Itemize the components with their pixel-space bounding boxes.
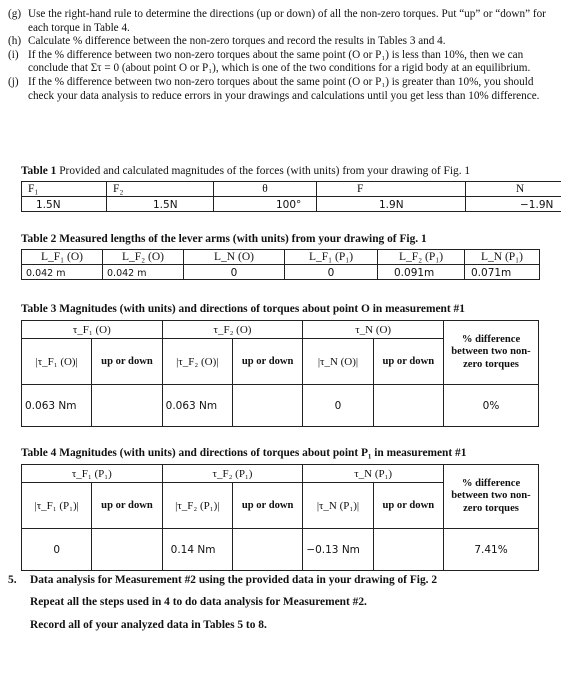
table2: [21, 249, 540, 280]
table1-caption: [21, 165, 470, 177]
table1-cell-f2[interactable]: 1.5N: [107, 197, 214, 212]
table1-header-n: N: [466, 182, 561, 197]
table4-group-f2: τ_F₂ (P₁): [162, 465, 303, 483]
table4-dir-f1: up or down: [92, 483, 162, 529]
table3: [21, 320, 539, 427]
step-letter: (g): [8, 8, 22, 20]
section-title: Data analysis for Measurement #2 using the provided data in your drawing of Fig. 2: [30, 574, 438, 586]
table3-caption: [21, 303, 465, 315]
table3-cell-pct[interactable]: 0%: [444, 385, 539, 427]
section-5-heading: [8, 574, 553, 586]
table1-header-theta: θ: [214, 182, 317, 197]
section-number: 5.: [8, 574, 17, 586]
table2-cell-lf2-p1[interactable]: 0.091m: [378, 265, 465, 280]
table2-header-lf2-o: L_F₂ (O): [103, 250, 184, 265]
table1-cell-f1[interactable]: 1.5N: [22, 197, 107, 212]
table2-cell-ln-o[interactable]: 0: [184, 265, 285, 280]
table4-cell-n[interactable]: −0.13 Nm: [303, 529, 373, 571]
table4-cell-f2[interactable]: 0.14 Nm: [162, 529, 232, 571]
table2-cell-lf1-o[interactable]: 0.042 m: [22, 265, 103, 280]
table4-pct-header: % difference between two non-zero torques: [444, 465, 539, 529]
table4-mag-n: |τ_N (P₁)|: [303, 483, 373, 529]
table4-label: Table 4: [21, 447, 57, 459]
table2-header-ln-o: L_N (O): [184, 250, 285, 265]
table2-header-ln-p1: L_N (P₁): [465, 250, 540, 265]
step-g: [8, 8, 553, 35]
table3-dir-n: up or down: [373, 339, 443, 385]
table2-header-lf2-p1: L_F₂ (P₁): [378, 250, 465, 265]
table4-mag-f1: |τ_F₁ (P₁)|: [22, 483, 92, 529]
table4-cell-pct[interactable]: 7.41%: [444, 529, 539, 571]
table3-label: Table 3: [21, 303, 57, 315]
table2-cell-lf2-o[interactable]: 0.042 m: [103, 265, 184, 280]
table2-caption-text: Measured lengths of the lever arms (with units) from your drawing of Fig. 1: [59, 233, 427, 245]
section-5-line-2: Repeat all the steps used in 4 to do data analysis for Measurement #2.: [30, 596, 367, 608]
step-j: [8, 76, 553, 103]
table4-caption-text: Magnitudes (with units) and directions of torques about point P₁ in measurement #1: [59, 447, 467, 459]
table3-group-f2: τ_F₂ (O): [162, 321, 303, 339]
table2-caption: [21, 233, 427, 245]
table3-cell-f2[interactable]: 0.063 Nm: [162, 385, 232, 427]
table2-header-lf1-p1: L_F₁ (P₁): [285, 250, 378, 265]
table2-label: Table 2: [21, 233, 57, 245]
table1-cell-f[interactable]: 1.9N: [317, 197, 466, 212]
table3-mag-f2: |τ_F₂ (O)|: [162, 339, 232, 385]
table3-mag-n: |τ_N (O)|: [303, 339, 373, 385]
table4-cell-f1[interactable]: 0: [22, 529, 92, 571]
step-letter: (i): [8, 48, 19, 61]
instruction-steps: [8, 8, 553, 103]
table1-caption-text: Provided and calculated magnitudes of the forces (with units) from your drawing of Fig. 1: [59, 165, 471, 177]
table4: [21, 464, 539, 571]
table4-dir-n: up or down: [373, 483, 443, 529]
table4-caption: [21, 447, 466, 459]
step-text: Calculate % difference between the non-zero torques and record the results in Tables 3 and 4.: [28, 35, 446, 48]
table1-header-f2: F₂: [107, 182, 214, 197]
table1-header-f: F: [317, 182, 466, 197]
table3-dir-f1: up or down: [92, 339, 162, 385]
table3-cell-n[interactable]: 0: [303, 385, 373, 427]
step-letter: (j): [8, 75, 19, 88]
table3-pct-header: % difference between two non-zero torques: [444, 321, 539, 385]
table2-header-lf1-o: L_F₁ (O): [22, 250, 103, 265]
table2-cell-ln-p1[interactable]: 0.071m: [465, 265, 540, 280]
table4-cell-dir-f2[interactable]: [232, 529, 302, 571]
table3-cell-dir-f1[interactable]: [92, 385, 162, 427]
step-h: [8, 35, 553, 49]
table3-cell-dir-f2[interactable]: [232, 385, 302, 427]
table4-mag-f2: |τ_F₂ (P₁)|: [162, 483, 232, 529]
table3-dir-f2: up or down: [232, 339, 302, 385]
table4-cell-dir-n[interactable]: [373, 529, 443, 571]
section-5: [8, 574, 553, 642]
table1-cell-theta[interactable]: 100°: [214, 197, 317, 212]
table1-label: Table 1: [21, 165, 57, 177]
table3-group-n: τ_N (O): [303, 321, 444, 339]
step-text: Use the right-hand rule to determine the directions (up or down) of all the non-zero torques. Put “up” or “down” for each torque in Table 4.: [28, 8, 546, 34]
table1-header-f1: F₁: [22, 182, 107, 197]
table3-caption-text: Magnitudes (with units) and directions of torques about point O in measurement #1: [59, 303, 465, 315]
step-text: If the % difference between two non-zero torques about the same point (O or P₁) is less than 10%, then we can conclude that Στ = 0 (about point O or P₁), which is one of the two conditions for a rigid body at an equilibrium.: [28, 48, 531, 75]
table3-cell-f1[interactable]: 0.063 Nm: [22, 385, 92, 427]
table4-group-f1: τ_F₁ (P₁): [22, 465, 163, 483]
table4-group-n: τ_N (P₁): [303, 465, 444, 483]
table2-cell-lf1-p1[interactable]: 0: [285, 265, 378, 280]
table3-group-f1: τ_F₁ (O): [22, 321, 163, 339]
step-letter: (h): [8, 35, 22, 48]
table3-mag-f1: |τ_F₁ (O)|: [22, 339, 92, 385]
section-5-line-3: Record all of your analyzed data in Tables 5 to 8.: [30, 619, 267, 631]
table4-dir-f2: up or down: [232, 483, 302, 529]
table3-cell-dir-n[interactable]: [373, 385, 443, 427]
table1-cell-n[interactable]: −1.9N: [466, 197, 561, 212]
step-i: [8, 49, 553, 76]
table1: [21, 181, 561, 212]
step-text: If the % difference between two non-zero torques about the same point (O or P₁) is greater than 10%, you should check your data analysis to reduce errors in your drawings and calculations until you get less than 10% difference.: [28, 75, 540, 102]
table4-cell-dir-f1[interactable]: [92, 529, 162, 571]
